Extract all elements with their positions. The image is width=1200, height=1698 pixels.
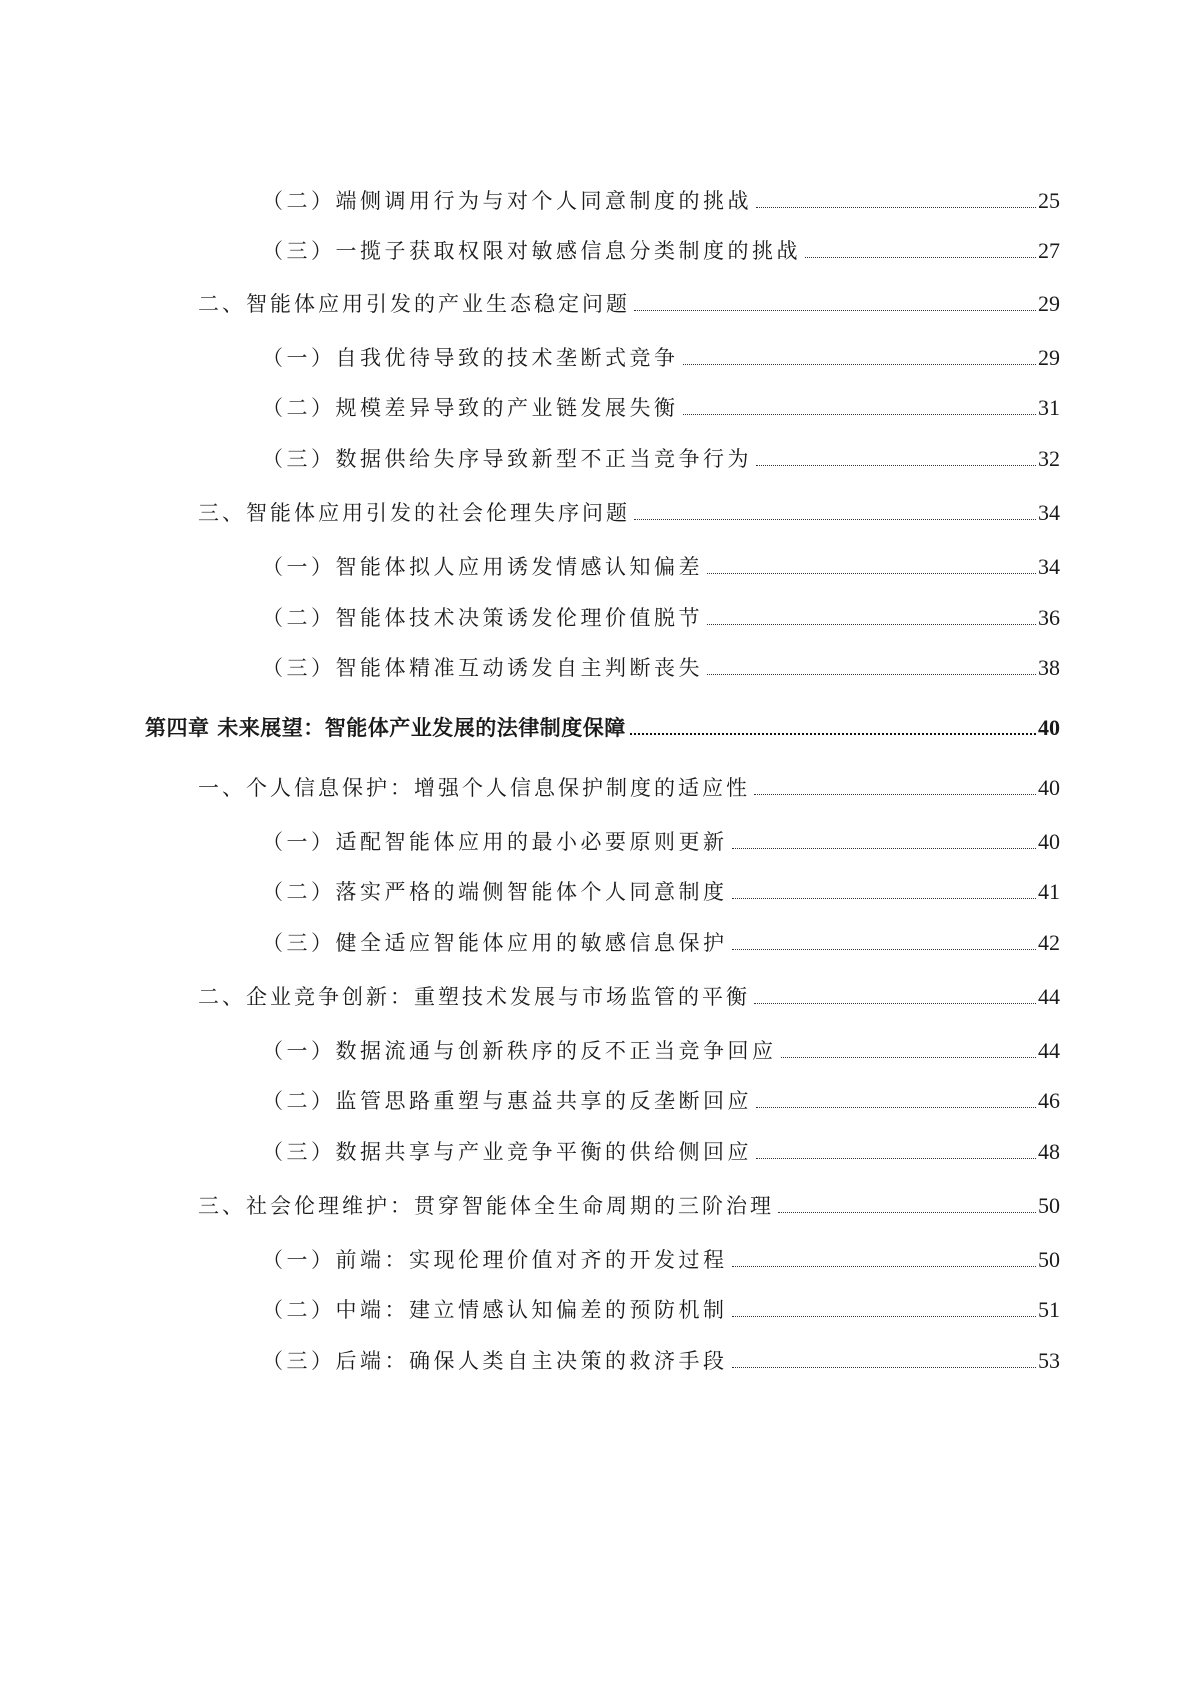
toc-page-number: 27	[1038, 238, 1060, 263]
toc-entry-label: （二）中端：建立情感认知偏差的预防机制	[262, 1298, 728, 1322]
dot-leader	[683, 414, 1037, 415]
toc-entry[interactable]	[262, 443, 1060, 475]
toc-entry-label: （三）一揽子获取权限对敏感信息分类制度的挑战	[262, 239, 801, 263]
toc-entry-label: （二）落实严格的端侧智能体个人同意制度	[262, 880, 728, 904]
dot-leader	[732, 1367, 1037, 1368]
toc-entry-label: （一）自我优待导致的技术垄断式竞争	[262, 346, 679, 370]
toc-page-number: 34	[1038, 554, 1060, 579]
toc-entry-label: （二）端侧调用行为与对个人同意制度的挑战	[262, 189, 752, 213]
dot-leader	[634, 310, 1036, 311]
dot-leader	[732, 949, 1037, 950]
toc-page-number: 53	[1038, 1348, 1060, 1373]
toc-entry[interactable]	[198, 981, 1060, 1013]
toc-entry-label: （二）规模差异导致的产业链发展失衡	[262, 396, 679, 420]
toc-entry[interactable]	[262, 551, 1060, 583]
toc-chapter-entry[interactable]	[145, 712, 1060, 744]
toc-entry-label: 二、企业竞争创新：重塑技术发展与市场监管的平衡	[198, 985, 750, 1009]
toc-entry-label: （一）前端：实现伦理价值对齐的开发过程	[262, 1248, 728, 1272]
dot-leader	[630, 733, 1036, 735]
dot-leader	[707, 674, 1036, 675]
toc-entry[interactable]	[262, 1085, 1060, 1117]
toc-page-number: 40	[1038, 715, 1060, 740]
toc-page-number: 51	[1038, 1297, 1060, 1322]
toc-entry[interactable]	[262, 602, 1060, 634]
dot-leader	[732, 1266, 1037, 1267]
toc-page-number: 38	[1038, 655, 1060, 680]
dot-leader	[756, 465, 1036, 466]
dot-leader	[683, 364, 1037, 365]
toc-entry[interactable]	[262, 1035, 1060, 1067]
toc-page-number: 32	[1038, 446, 1060, 471]
dot-leader	[756, 1107, 1036, 1108]
toc-page-number: 44	[1038, 1038, 1060, 1063]
toc-page-number: 48	[1038, 1139, 1060, 1164]
dot-leader	[778, 1212, 1036, 1213]
toc-entry[interactable]	[262, 876, 1060, 908]
toc-entry-label: 三、社会伦理维护：贯穿智能体全生命周期的三阶治理	[198, 1194, 774, 1218]
toc-entry-label: （三）健全适应智能体应用的敏感信息保护	[262, 931, 728, 955]
toc-entry[interactable]	[262, 185, 1060, 217]
dot-leader	[754, 1003, 1036, 1004]
toc-page-number: 42	[1038, 930, 1060, 955]
toc-entry[interactable]	[262, 342, 1060, 374]
toc-entry-label: （一）数据流通与创新秩序的反不正当竞争回应	[262, 1039, 777, 1063]
toc-entry[interactable]	[262, 826, 1060, 858]
toc-entry[interactable]	[198, 772, 1060, 804]
dot-leader	[732, 898, 1037, 899]
toc-entry[interactable]	[262, 1136, 1060, 1168]
toc-page-number: 31	[1038, 395, 1060, 420]
toc-entry-label: 二、智能体应用引发的产业生态稳定问题	[198, 292, 630, 316]
dot-leader	[781, 1057, 1037, 1058]
toc-entry-label: （一）智能体拟人应用诱发情感认知偏差	[262, 555, 703, 579]
toc-entry[interactable]	[198, 288, 1060, 320]
toc-entry-label: 第四章 未来展望：智能体产业发展的法律制度保障	[145, 715, 626, 740]
toc-page-number: 36	[1038, 605, 1060, 630]
toc-page-number: 29	[1038, 291, 1060, 316]
toc-page-number: 50	[1038, 1247, 1060, 1272]
dot-leader	[634, 519, 1036, 520]
dot-leader	[756, 207, 1036, 208]
toc-page-number: 50	[1038, 1193, 1060, 1218]
toc-entry[interactable]	[262, 1294, 1060, 1326]
toc-entry[interactable]	[262, 392, 1060, 424]
toc-page-number: 44	[1038, 984, 1060, 1009]
dot-leader	[756, 1158, 1036, 1159]
toc-page-number: 29	[1038, 345, 1060, 370]
dot-leader	[754, 794, 1036, 795]
dot-leader	[805, 257, 1036, 258]
toc-page-number: 34	[1038, 500, 1060, 525]
dot-leader	[707, 573, 1036, 574]
dot-leader	[732, 1316, 1037, 1317]
toc-entry[interactable]	[262, 1345, 1060, 1377]
toc-entry[interactable]	[198, 1190, 1060, 1222]
toc-page-number: 40	[1038, 829, 1060, 854]
toc-page-number: 46	[1038, 1088, 1060, 1113]
toc-entry-label: （三）智能体精准互动诱发自主判断丧失	[262, 656, 703, 680]
dot-leader	[732, 848, 1037, 849]
toc-entry[interactable]	[198, 497, 1060, 529]
toc-page-number: 41	[1038, 879, 1060, 904]
toc-page-number: 25	[1038, 188, 1060, 213]
toc-entry-label: 一、个人信息保护：增强个人信息保护制度的适应性	[198, 776, 750, 800]
toc-entry-label: （二）监管思路重塑与惠益共享的反垄断回应	[262, 1089, 752, 1113]
toc-entry-label: （三）后端：确保人类自主决策的救济手段	[262, 1349, 728, 1373]
toc-entry-label: （一）适配智能体应用的最小必要原则更新	[262, 830, 728, 854]
toc-entry-label: 三、智能体应用引发的社会伦理失序问题	[198, 501, 630, 525]
toc-entry-label: （二）智能体技术决策诱发伦理价值脱节	[262, 606, 703, 630]
toc-entry[interactable]	[262, 1244, 1060, 1276]
dot-leader	[707, 624, 1036, 625]
toc-entry-label: （三）数据供给失序导致新型不正当竞争行为	[262, 447, 752, 471]
toc-page-number: 40	[1038, 775, 1060, 800]
toc-entry-label: （三）数据共享与产业竞争平衡的供给侧回应	[262, 1140, 752, 1164]
toc-entry[interactable]	[262, 235, 1060, 267]
toc-entry[interactable]	[262, 927, 1060, 959]
toc-entry[interactable]	[262, 652, 1060, 684]
